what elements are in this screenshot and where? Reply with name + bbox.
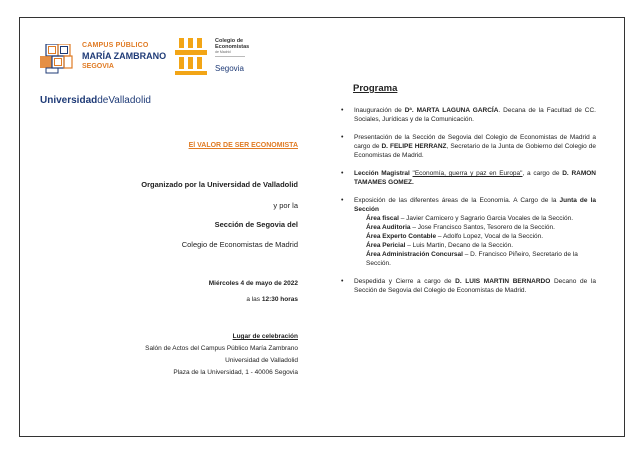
area-item xyxy=(366,214,596,223)
time-prefix: a las xyxy=(246,296,262,303)
item1-text-a: Inauguración de xyxy=(354,107,405,114)
area-item xyxy=(366,241,596,250)
colegio-economistas-logo xyxy=(175,36,275,86)
item5-name: D. LUIS MARTIN BERNARDO xyxy=(455,278,551,285)
item1-name: Dª. MARTA LAGUNA GARCÍA xyxy=(404,107,499,114)
item3-text-c: , a cargo de xyxy=(522,170,563,177)
logo-campus-text: CAMPUS PÚBLICO xyxy=(82,42,149,49)
section-line: Sección de Segovia del xyxy=(214,220,298,229)
programa-item-despedida xyxy=(341,277,596,295)
area-text: – D. Francisco Piñeiro, Secretario de la Sección. xyxy=(366,251,578,267)
logo-maria-text: MARÍA ZAMBRANO xyxy=(82,51,167,61)
area-name: Área Experto Contable xyxy=(366,233,437,240)
wordmark-valladolid: deValladolid xyxy=(97,95,151,106)
venue-line-2: Universidad de Valladolid xyxy=(225,357,298,364)
item3-title: "Economía, guerra y paz en Europa" xyxy=(412,170,523,177)
item2-text-a: Presentación de la Sección de Segovia del Colegio de Economistas de Madrid a cargo de xyxy=(354,134,596,150)
item1-text-c: . Decana de la Facultad de CC. Sociales, Jurídicas y de la Comunicación. xyxy=(354,107,596,123)
item5-text-a: Despedida y Cierre a cargo de xyxy=(354,278,456,285)
item4-junta: Junta de la Sección xyxy=(354,197,596,213)
colegio-line1: Colegio de xyxy=(215,38,244,44)
time-value: 12:30 horas xyxy=(261,296,298,303)
colegio-segovia: Segovia xyxy=(215,64,244,73)
area-name: Área Auditoria xyxy=(366,224,411,231)
area-name: Área Pericial xyxy=(366,242,406,249)
campus-squares-icon xyxy=(38,44,74,74)
organizer-line: Organizado por la Universidad de Valladolid xyxy=(141,180,298,189)
logo-segovia-text: SEGOVIA xyxy=(82,63,114,70)
area-text: – Jose Francisco Santos, Tesorero de la Sección. xyxy=(410,224,555,231)
universidad-valladolid-wordmark xyxy=(40,95,151,106)
item5-text-c: Decano de la Sección de Segovia del Colegio de Economistas de Madrid. xyxy=(354,278,596,294)
area-name: Área fiscal xyxy=(366,215,399,222)
area-item xyxy=(366,250,596,268)
area-item xyxy=(366,223,596,232)
and-by-line: y por la xyxy=(273,201,298,210)
item3-label: Lección Magistral xyxy=(354,170,413,177)
event-date: Miércoles 4 de mayo de 2022 xyxy=(208,280,298,287)
programa-item-leccion xyxy=(341,169,596,187)
colegio-line2: Economistas xyxy=(215,44,250,50)
venue-line-1: Salón de Actos del Campus Público María Zambrano xyxy=(145,345,298,352)
programa-list xyxy=(341,106,596,304)
area-text: – Luis Martin, Decano de la Sección. xyxy=(405,242,514,249)
areas-list xyxy=(354,214,596,268)
colegio-line3: de Madrid xyxy=(215,50,231,54)
programa-item-exposicion xyxy=(341,196,596,268)
event-time xyxy=(246,296,298,303)
area-text: – Javier Carnicero y Sagrario Garcia Vocales de la Sección. xyxy=(398,215,574,222)
item2-name: D. FELIPE HERRANZ xyxy=(381,143,447,150)
colegio-divider xyxy=(215,56,245,57)
wordmark-universidad: Universidad xyxy=(40,95,98,106)
item3-name: D. RAMON TAMAMES GOMEZ. xyxy=(354,170,596,186)
campus-maria-zambrano-logo xyxy=(38,40,168,106)
college-line: Colegio de Economistas de Madrid xyxy=(181,240,298,249)
colegio-emblem-icon xyxy=(175,36,211,80)
programa-item-presentacion xyxy=(341,133,596,160)
event-title: El VALOR DE SER ECONOMISTA xyxy=(188,142,298,149)
area-text: – Adolfo Lopez, Vocal de la Sección. xyxy=(436,233,544,240)
venue-line-3: Plaza de la Universidad, 1 - 40006 Segovia xyxy=(173,369,298,376)
area-item xyxy=(366,232,596,241)
area-name: Área Administración Concursal xyxy=(366,251,463,258)
item2-text-c: , Secretario de la Junta de Gobierno del Colegio de Economistas de Madrid. xyxy=(354,143,596,159)
programa-item-inauguracion xyxy=(341,106,596,124)
venue-title: Lugar de celebración xyxy=(232,333,298,340)
item4-text-a: Exposición de las diferentes áreas de la Economía. A Cargo de la xyxy=(354,197,560,204)
programa-heading: Programa xyxy=(353,83,398,94)
